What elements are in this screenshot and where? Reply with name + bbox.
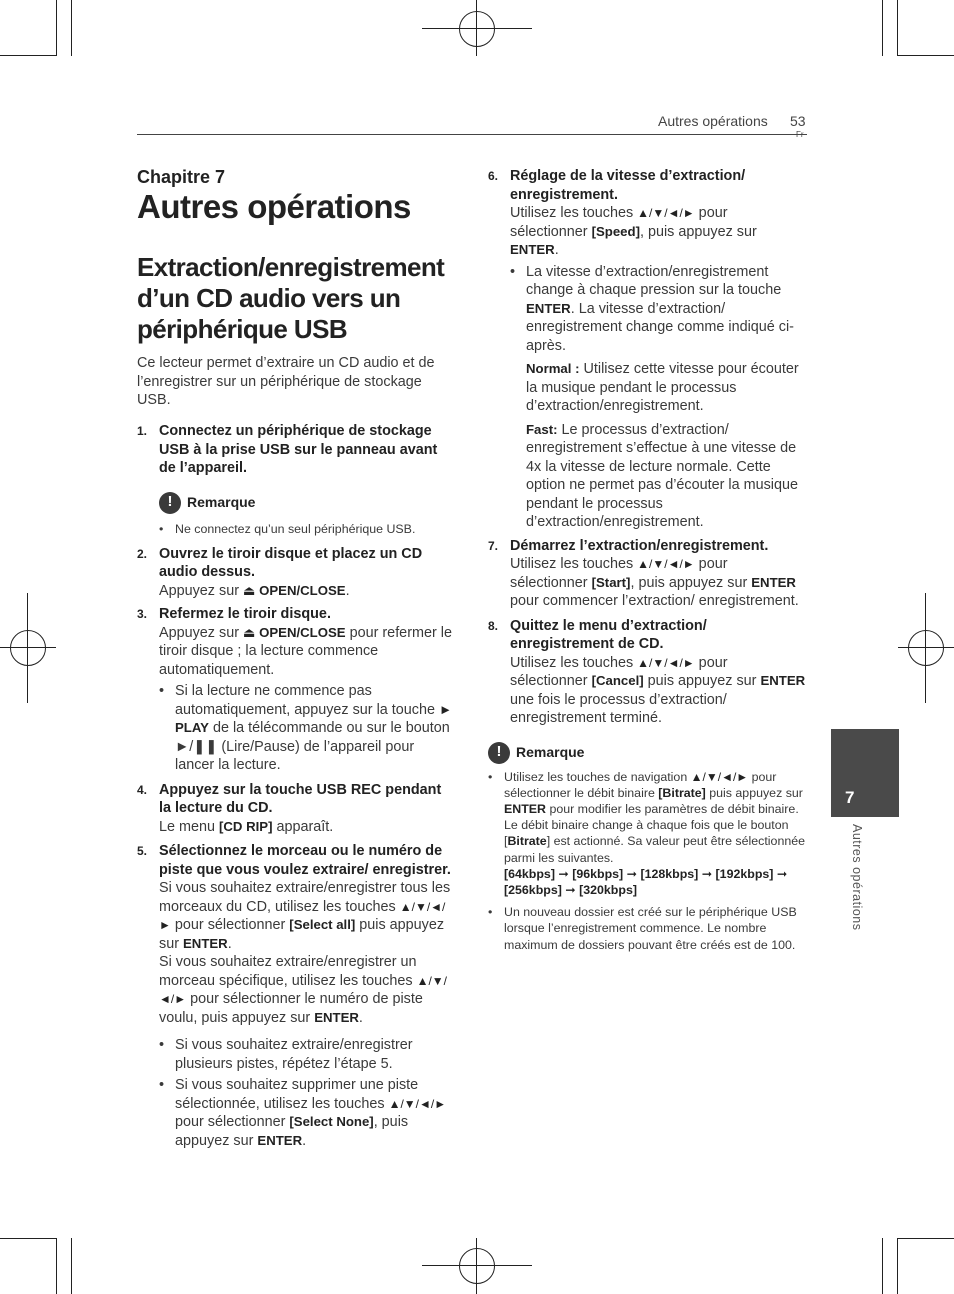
- arrow-keys-icon: ▲/▼/◄/►: [159, 973, 447, 1007]
- step-1: 1. Connectez un périphérique de stockage USB à la prise USB sur le panneau avant de l’appareil.: [137, 423, 438, 476]
- warning-icon: !: [488, 742, 510, 764]
- note-1: ! Remarque • Ne connectez qu’un seul périphérique USB.: [159, 493, 416, 536]
- intro-text: Ce lecteur permet d’extraire un CD audio et de l’enregistrer sur un périphérique de stockage USB.: [137, 355, 435, 409]
- header-rule: [137, 134, 807, 135]
- chapter-label: Chapitre 7: [137, 167, 226, 187]
- speed-fast: Fast: Le processus d’extraction/ enregistrement s’effectue à une vitesse de 4x la vitesse de lecture normale. Cette option ne permet pas d’écouter la musique pendant le processus d’extraction/enregistrement.: [526, 421, 798, 530]
- chapter-tab: [831, 729, 899, 817]
- right-column: [488, 167, 808, 953]
- step-5-bullet-1: • Si vous souhaitez extraire/enregistrer plusieurs pistes, répétez l’étape 5.: [159, 1037, 413, 1072]
- chapter-tab-label: Autres opérations: [850, 824, 864, 931]
- arrow-keys-icon: ▲/▼/◄/►: [690, 769, 749, 784]
- arrow-keys-icon: ▲/▼/◄/►: [388, 1096, 447, 1111]
- step-3-bullet: • Si la lecture ne commence pas automatiquement, appuyez sur la touche ► PLAY de la télécommande ou sur le bouton ►/❚❚ (Lire/Pause) de l’appareil pour lancer la lecture.: [159, 683, 453, 774]
- running-header: Autres opérations: [658, 113, 768, 129]
- bitrate-options: [64kbps] ➞ [96kbps] ➞ [128kbps] ➞ [192kbps] ➞ [256kbps] ➞ [320kbps]: [504, 866, 788, 897]
- step-7: 7. Démarrez l’extraction/enregistrement. Utilisez les touches ▲/▼/◄/► pour sélectionner [Start], puis appuyez sur ENTER pour commencer l’extraction/ enregistrement.: [488, 537, 799, 609]
- step-2: 2. Ouvrez le tiroir disque et placez un CD audio dessus. Appuyez sur ⏏ OPEN/CLOSE.: [137, 545, 423, 599]
- section-title: Extraction/enregistrement d’un CD audio vers un périphérique USB: [137, 252, 445, 344]
- step-6: 6. Réglage de la vitesse d’extraction/ enregistrement. Utilisez les touches ▲/▼/◄/► pour sélectionner [Speed], puis appuyez sur ENTER.: [488, 168, 757, 258]
- page-number: 53: [790, 113, 806, 129]
- step-3: 3. Refermez le tiroir disque. Appuyez sur ⏏ OPEN/CLOSE pour refermer le tiroir disque ; la lecture commence automatiquement.: [137, 606, 452, 678]
- step-6-bullet: • La vitesse d’extraction/enregistrement change à chaque pression sur la touche ENTER. La vitesse d’extraction/ enregistrement change comme indiqué ci-après.: [510, 263, 794, 354]
- arrow-keys-icon: ▲/▼/◄/►: [637, 206, 695, 220]
- step-5-bullet-2: • Si vous souhaitez supprimer une piste sélectionnée, utilisez les touches ▲/▼/◄/► pour sélectionner [Select None], puis appuyez sur ENTER.: [159, 1077, 447, 1149]
- page-title: Autres opérations: [137, 188, 411, 225]
- step-4: 4. Appuyez sur la touche USB REC pendant la lecture du CD. Le menu [CD RIP] apparaît.: [137, 781, 442, 835]
- note-2: ! Remarque • Utilisez les touches de navigation ▲/▼/◄/► pour sélectionner le débit binaire [Bitrate] puis appuyez sur ENTER pour modifier les paramètres de débit binaire. Le débit binaire change à chaque fois que le bouton [Bitrate] est actionné. Sa valeur peut être sélectionnée parmi les suivantes. [64kbps] ➞ [96kbps] ➞ [128kbps] ➞ [192kbps] ➞ [256kbps] ➞ [320kbps] • Un nouveau dossier est créé sur le périphérique USB lorsque l’enregistrement commence. Le nombre maximum de dossiers pouvant être créés est de 100.: [488, 742, 808, 953]
- left-column: [137, 422, 455, 1150]
- arrow-keys-icon: ▲/▼/◄/►: [637, 557, 695, 571]
- arrow-keys-icon: ▲/▼/◄/►: [159, 899, 446, 933]
- arrow-keys-icon: ▲/▼/◄/►: [637, 655, 695, 670]
- speed-normal: Normal : Utilisez cette vitesse pour écouter la musique pendant le processus d’extraction/enregistrement.: [526, 361, 799, 414]
- step-5: 5. Sélectionnez le morceau ou le numéro de piste que vous voulez extraire/ enregistrer. Si vous souhaitez extraire/enregistrer tous les morceaux du CD, utilisez les touches ▲/▼/◄/► pour sélectionner [Select all] puis appuyez sur ENTER. Si vous souhaitez extraire/enregistrer un morceau spécifique, utilisez les touches ▲/▼/◄/► pour sélectionner le numéro de piste voulu, puis appuyez sur ENTER.: [137, 843, 451, 1026]
- warning-icon: !: [159, 492, 181, 514]
- chapter-tab-number: 7: [845, 788, 855, 807]
- step-8: 8. Quittez le menu d’extraction/ enregistrement de CD. Utilisez les touches ▲/▼/◄/► pour sélectionner [Cancel] puis appuyez sur ENTER une fois le processus d’extraction/ enregistrement terminé.: [488, 617, 806, 726]
